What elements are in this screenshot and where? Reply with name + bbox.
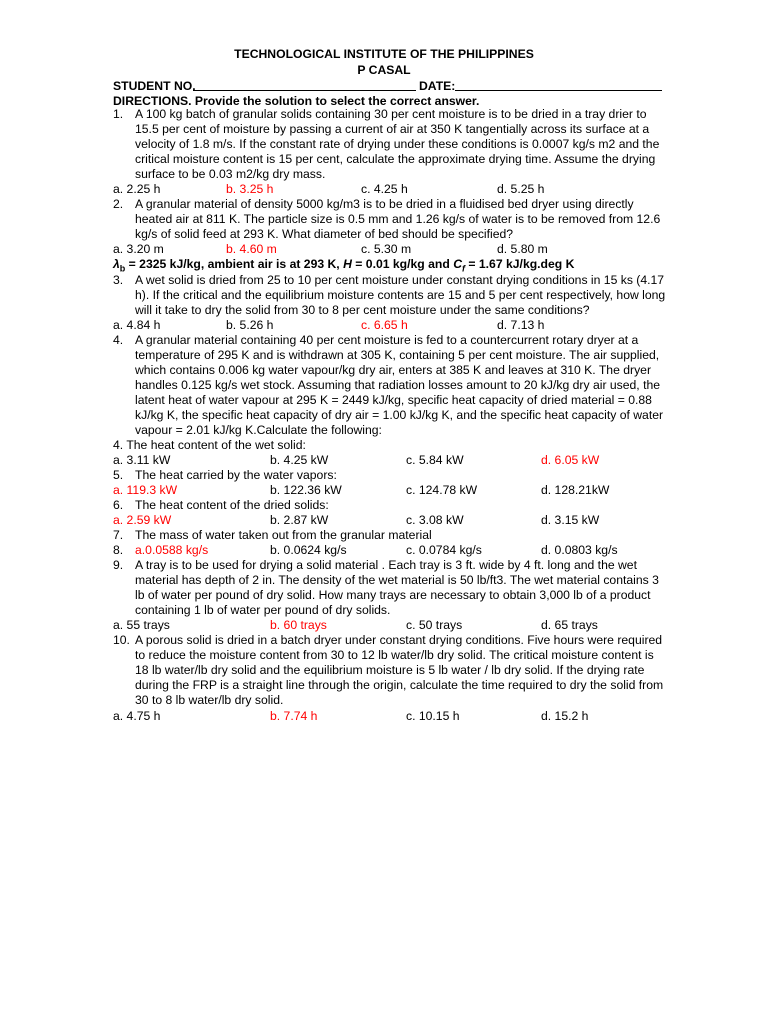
answer-choice[interactable]: c. 10.15 h (406, 709, 460, 723)
answer-choice[interactable]: d. 15.2 h (541, 709, 589, 723)
question-text-line: A 100 kg batch of granular solids containing 30 per cent moisture is to be dried in a tray drier to (135, 107, 647, 121)
question-text-line: will it take to dry the solid from 30 to 8 per cent moisture under the same conditions? (135, 303, 590, 317)
answer-choice[interactable]: a. 119.3 kW (113, 483, 178, 497)
answer-choice[interactable]: d. 0.0803 kg/s (541, 543, 618, 557)
question-text-line: The mass of water taken out from the granular material (135, 528, 432, 542)
date-label: DATE: (419, 79, 456, 93)
answer-choice[interactable]: d. 7.13 h (497, 318, 545, 332)
question-text-line: during the FRP is a straight line through the origin, calculate the time required to dry the solid from (135, 678, 664, 692)
answer-choice[interactable]: c. 3.08 kW (406, 513, 464, 527)
answer-choice[interactable]: a. 4.75 h (113, 709, 161, 723)
question-number: 4. (113, 333, 124, 347)
answer-choice[interactable]: a. 4.84 h (113, 318, 161, 332)
question-text-line: A porous solid is dried in a batch dryer under constant drying conditions. Five hours were required (135, 633, 663, 647)
question-number: 5. (113, 468, 124, 482)
question-text-line: 18 lb water/lb dry solid and the equilibrium moisture is 5 lb water / lb dry solid. If the drying rate (135, 663, 645, 677)
question-number: 8. (113, 543, 124, 557)
question-text-line: temperature of 295 K and is withdrawn at 305 K, containing 5 per cent moisture. The air supplied, (135, 348, 660, 362)
answer-choice[interactable]: c. 50 trays (406, 618, 463, 632)
question-text-line: surface to be 0.03 m2/kg dry mass. (135, 167, 326, 181)
question-text-line: 4. The heat content of the wet solid: (113, 438, 306, 452)
question-text-line: 30 to 8 lb water/lb dry solid. (135, 693, 284, 707)
answer-choice[interactable]: a. 2.25 h (113, 182, 161, 196)
humidity-symbol: H (343, 257, 352, 271)
student-no-label: STUDENT NO. (113, 79, 196, 93)
question-text-line: 15.5 per cent of moisture by passing a current of air at 350 K tangentially across its surface at a (135, 122, 650, 136)
question-text-line: heated air at 811 K. The particle size is 0.5 mm and 1.26 kg/s of water is to be removed from 12.6 (135, 212, 661, 226)
question-text-line: containing 1 lb of water per pound of dry solids. (135, 603, 391, 617)
answer-choice[interactable]: c. 5.84 kW (406, 453, 464, 467)
answer-choice[interactable]: d. 65 trays (541, 618, 598, 632)
institution-title: TECHNOLOGICAL INSTITUTE OF THE PHILIPPINES (234, 47, 534, 61)
answer-choice[interactable]: b. 0.0624 kg/s (270, 543, 347, 557)
directions: DIRECTIONS. Provide the solution to select the correct answer. (113, 94, 480, 108)
heat-capacity-symbol: C (453, 257, 462, 271)
date-field[interactable] (455, 90, 662, 91)
question-number: 1. (113, 107, 124, 121)
question-text-line: A granular material of density 5000 kg/m3 is to be dried in a fluidised bed dryer using directly (135, 197, 634, 211)
answer-choice[interactable]: d. 6.05 kW (541, 453, 600, 467)
question-text-line: lb of water per pound of dry solid. How many trays are necessary to obtain 3,000 lb of a product (135, 588, 651, 602)
answer-choice[interactable]: c. 4.25 h (361, 182, 408, 196)
question-text-line: vapour = 2.01 kJ/kg K.Calculate the following: (135, 423, 382, 437)
answer-choice[interactable]: c. 0.0784 kg/s (406, 543, 482, 557)
answer-choice[interactable]: d. 128.21kW (541, 483, 610, 497)
question-text-line: handles 0.125 kg/s wet stock. Assuming that radiation losses amount to 20 kJ/kg dry air used, the (135, 378, 661, 392)
question-text-line: The heat content of the dried solids: (135, 498, 329, 512)
question-text-line: A wet solid is dried from 25 to 10 per cent moisture under constant drying conditions in 15 ks (4.17 (135, 273, 665, 287)
answer-choice[interactable]: a.0.0588 kg/s (135, 543, 209, 557)
instructor-name: P CASAL (357, 63, 411, 77)
question-text-line: h). If the critical and the equilibrium moisture contents are 15 and 5 per cent respectively, how long (135, 288, 666, 302)
answer-choice[interactable]: b. 4.25 kW (270, 453, 329, 467)
answer-choice[interactable]: b. 2.87 kW (270, 513, 329, 527)
given-text-3: = 1.67 kJ/kg.deg K (465, 257, 575, 271)
question-text-line: The heat carried by the water vapors: (135, 468, 337, 482)
question-text-line: critical moisture content is 15 per cent, calculate the approximate drying time. Assume the drying (135, 152, 656, 166)
answer-choice[interactable]: d. 5.80 m (497, 242, 548, 256)
answer-choice[interactable]: b. 4.60 m (226, 242, 277, 256)
question-text-line: kg/s of solid feed at 293 K. What diameter of bed should be specified? (135, 227, 514, 241)
question-number: 3. (113, 273, 124, 287)
answer-choice[interactable]: b. 7.74 h (270, 709, 318, 723)
lambda-symbol: λ (113, 257, 120, 271)
question-text-line: A tray is to be used for drying a solid material . Each tray is 3 ft. wide by 4 ft. long and the wet (135, 558, 637, 572)
question-text-line: to reduce the moisture content from 30 to 12 lb water/lb dry solid. The critical moisture content is (135, 648, 654, 662)
answer-choice[interactable]: c. 5.30 m (361, 242, 412, 256)
student-no-field[interactable] (193, 90, 416, 91)
question-text-line: which contains 0.006 kg water vapour/kg dry air, enters at 385 K and leaves at 310 K. The dryer (135, 363, 652, 377)
question-number: 7. (113, 528, 124, 542)
answer-choice[interactable]: b. 122.36 kW (270, 483, 342, 497)
answer-choice[interactable]: a. 3.20 m (113, 242, 164, 256)
heat-capacity-subscript: f (462, 263, 465, 274)
given-text-2: = 0.01 kg/kg and (351, 257, 454, 271)
question-text-line: velocity of 1.8 m/s. If the constant rate of drying under these conditions is 0.0007 kg/s m2 and the (135, 137, 660, 151)
answer-choice[interactable]: b. 5.26 h (226, 318, 274, 332)
question-text-line: material has depth of 2 in. The density of the wet material is 50 lb/ft3. The wet material contains 3 (135, 573, 659, 587)
question-number: 6. (113, 498, 124, 512)
answer-choice[interactable]: a. 2.59 kW (113, 513, 172, 527)
answer-choice[interactable]: c. 6.65 h (361, 318, 408, 332)
question-number: 10. (113, 633, 130, 647)
given-text-1: = 2325 kJ/kg, ambient air is at 293 K, (125, 257, 344, 271)
lambda-subscript: b (119, 263, 126, 274)
answer-choice[interactable]: c. 124.78 kW (406, 483, 478, 497)
answer-choice[interactable]: d. 3.15 kW (541, 513, 600, 527)
answer-choice[interactable]: b. 3.25 h (226, 182, 274, 196)
question-text-line: A granular material containing 40 per cent moisture is fed to a countercurrent rotary dryer at a (135, 333, 639, 347)
question-text-line: kJ/kg K, the specific heat capacity of dry air = 1.00 kJ/kg K, and the specific heat capacity of water (135, 408, 664, 422)
answer-choice[interactable]: d. 5.25 h (497, 182, 545, 196)
answer-choice[interactable]: b. 60 trays (270, 618, 327, 632)
question-number: 2. (113, 197, 124, 211)
answer-choice[interactable]: a. 3.11 kW (113, 453, 171, 467)
answer-choice[interactable]: a. 55 trays (113, 618, 170, 632)
question-number: 9. (113, 558, 124, 572)
question-text-line: latent heat of water vapour at 295 K = 2449 kJ/kg, specific heat capacity of dried material = 0.88 (135, 393, 652, 407)
